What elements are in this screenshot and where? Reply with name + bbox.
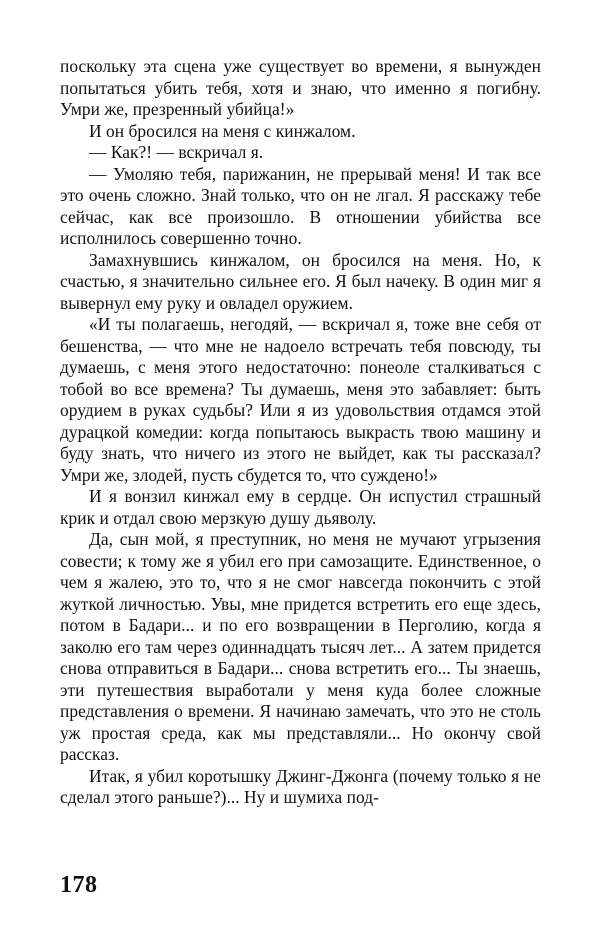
paragraph-8: Да, сын мой, я преступник, но меня не мучают угрызения совести; к тому же я убил его при самозащите. Единственное, о чем я жалею, это то, что я не смог навсегда покончить с этой жуткой личностью. Увы, мне придется встретить его еще здесь, потом в Бадари... и по его возвращении в Перголию, когда я заколю его там через одиннадцать тысяч лет... А затем придется снова отправиться в Бадари... снова встретить его... Ты знаешь, эти путешествия выработали у меня куда более сложные представления о времени. Я начинаю замечать, что это не столь уж простая среда, как мы представляли... Но окончу свой рассказ. xyxy=(60,529,541,764)
page-number: 178 xyxy=(60,872,98,898)
paragraph-2: И он бросился на меня с кинжалом. xyxy=(89,120,356,141)
page-text xyxy=(60,56,541,809)
paragraph-5: Замахнувшись кинжалом, он бросился на меня. Но, к счастью, я значительно сильнее его. Я был начеку. В один миг я вывернул ему руку и овладел оружием. xyxy=(60,249,541,313)
paragraph-3: — Как?! — вскричал я. xyxy=(89,142,264,162)
paragraph-7: И я вонзил кинжал ему в сердце. Он испустил страшный крик и отдал свою мерзкую душу дьяволу. xyxy=(60,486,541,528)
paragraph-9: Итак, я убил коротышку Джинг-Джонга (почему только я не сделал этого раньше?)... Ну и шумиха под- xyxy=(60,765,541,807)
paragraph-6: «И ты полагаешь, негодяй, — вскричал я, тоже вне себя от бешенства, — что мне не надоело встречать тебя повсюду, ты думаешь, с меня этого недостаточно: понеоле сталкиваться с тобой во все времена? Ты думаешь, меня это забавляет: быть орудием в руках судьбы? Или я из удовольствия отдамся этой дурацкой комедии: когда попытаюсь выкрасть твою машину и буду знать, что ничего из этого не выйдет, как ты рассказал? Умри же, злодей, пусть сбудется то, что суждено!» xyxy=(60,314,541,485)
paragraph-1: поскольку эта сцена уже существует во времени, я вынужден попытаться убить тебя, хотя и знаю, что именно я погибну. Умри же, презренный убийца!» xyxy=(60,56,541,119)
paragraph-4: — Умоляю тебя, парижанин, не прерывай меня! И так все это очень сложно. Знай только, что он не лгал. Я расскажу тебе сейчас, как все произошло. В отношении убийства все исполнилось совершенно точно. xyxy=(60,163,541,248)
